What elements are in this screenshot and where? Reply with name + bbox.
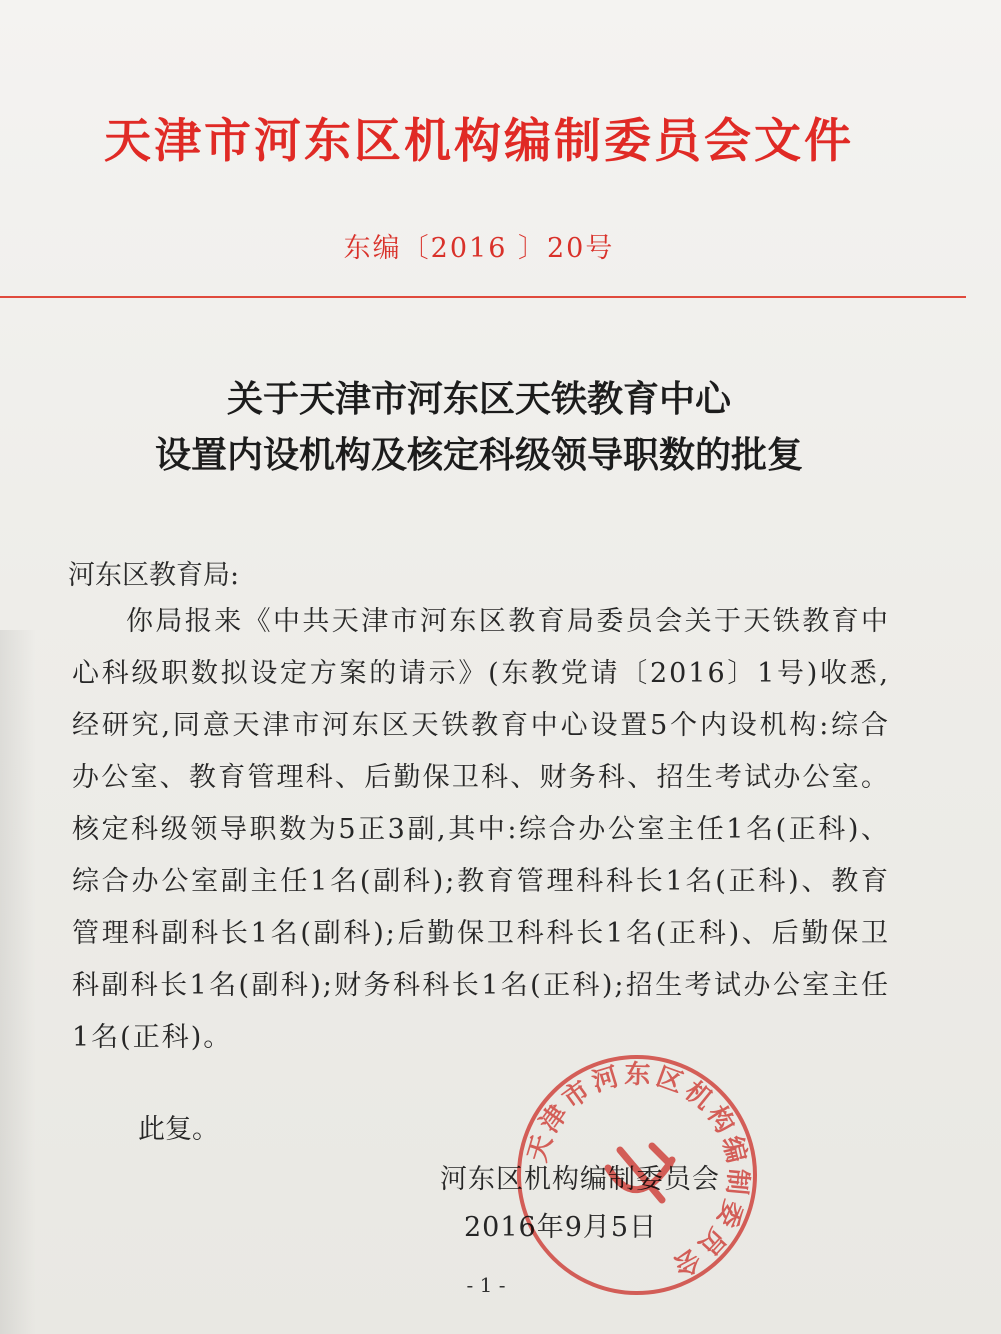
subject-line-1: 关于天津市河东区天铁教育中心: [226, 379, 731, 420]
seal-emblem-icon: [608, 1146, 672, 1200]
letter-closing: 此复。: [138, 1114, 219, 1145]
document-header-title: 天津市河东区机构编制委员会文件: [104, 114, 854, 169]
issuer-signature: 河东区机构编制委员会: [440, 1164, 720, 1195]
header-divider: [0, 296, 966, 298]
official-seal-stamp: [512, 1050, 762, 1300]
subject-line-2: 设置内设机构及核定科级领导职数的批复: [154, 435, 803, 476]
page-shadow: [0, 630, 36, 1334]
page-number: - 1 -: [466, 1273, 506, 1297]
document-number: 东编〔2016 〕20号: [343, 233, 615, 264]
salutation: 河东区教育局:: [68, 560, 240, 591]
document-subject: [0, 372, 958, 484]
letter-body: 你局报来《中共天津市河东区教育局委员会关于天铁教育中心科级职数拟设定方案的请示》(东教党请〔2016〕1号)收悉,经研究,同意天津市河东区天铁教育中心设置5个内设机构:综合办公室、教育管理科、后勤保卫科、财务科、招生考试办公室。核定科级领导职数为5正3副,其中:综合办公室主任1名(正科)、综合办公室副主任1名(副科);教育管理科科长1名(正科)、教育管理科副科长1名(副科);后勤保卫科科长1名(正科)、后勤保卫科副科长1名(副科);财务科科长1名(正科);招生考试办公室主任1名(正科)。: [72, 606, 890, 1053]
seal-text: 天津市河东区机构编制委员会: [522, 1059, 753, 1284]
issue-date: 2016年9月5日: [464, 1212, 658, 1243]
